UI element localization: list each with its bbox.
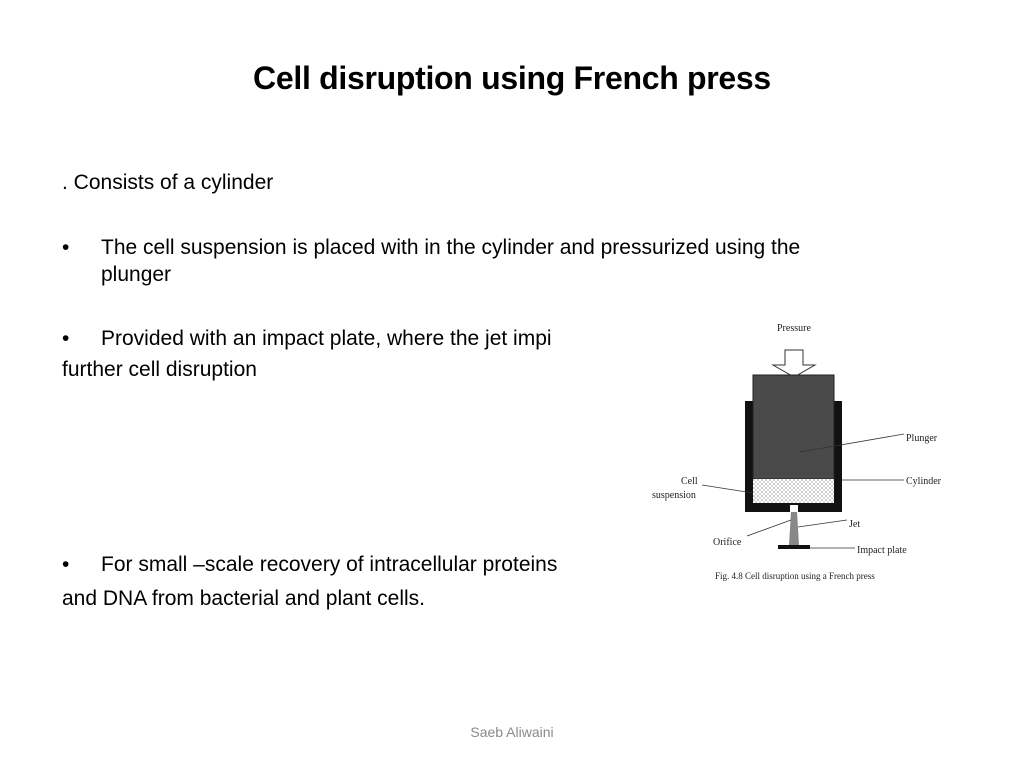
label-cell: Cell	[681, 476, 698, 487]
cylinder-right-wall	[834, 401, 842, 511]
bullet-1-line-1: The cell suspension is placed with in the cylinder and pressurized using the	[101, 236, 801, 259]
bullet-3-line-1: For small –scale recovery of intracellular proteins	[101, 553, 558, 576]
bullet-2-line-2: further cell disruption	[62, 358, 257, 381]
label-plunger: Plunger	[906, 433, 938, 444]
bullet-2-line-1: Provided with an impact plate, where the jet impi	[101, 327, 552, 350]
impact-plate	[778, 545, 810, 549]
bullet-marker: •	[62, 553, 70, 576]
jet	[789, 512, 799, 545]
label-pressure: Pressure	[777, 323, 811, 334]
label-jet: Jet	[849, 519, 861, 530]
label-impact-plate: Impact plate	[857, 545, 907, 556]
cell-suspension	[753, 479, 834, 503]
french-press-figure	[645, 315, 950, 595]
bullet-3-line-2: and DNA from bacterial and plant cells.	[62, 587, 426, 610]
plunger	[753, 375, 834, 479]
orifice	[790, 505, 798, 512]
footer-author: Saeb Aliwaini	[470, 724, 554, 740]
bullet-marker: •	[62, 236, 70, 259]
cylinder-left-wall	[745, 401, 753, 511]
slide-title: Cell disruption using French press	[253, 60, 771, 96]
label-cylinder: Cylinder	[906, 476, 941, 487]
intro-text: . Consists of a cylinder	[62, 171, 274, 194]
pressure-arrow	[773, 350, 815, 377]
bullet-marker: •	[62, 327, 70, 350]
label-suspension: suspension	[652, 490, 696, 501]
bullet-1-line-2: plunger	[101, 263, 172, 286]
label-orifice: Orifice	[713, 537, 742, 548]
figure-caption: Fig. 4.8 Cell disruption using a French press	[715, 571, 875, 581]
